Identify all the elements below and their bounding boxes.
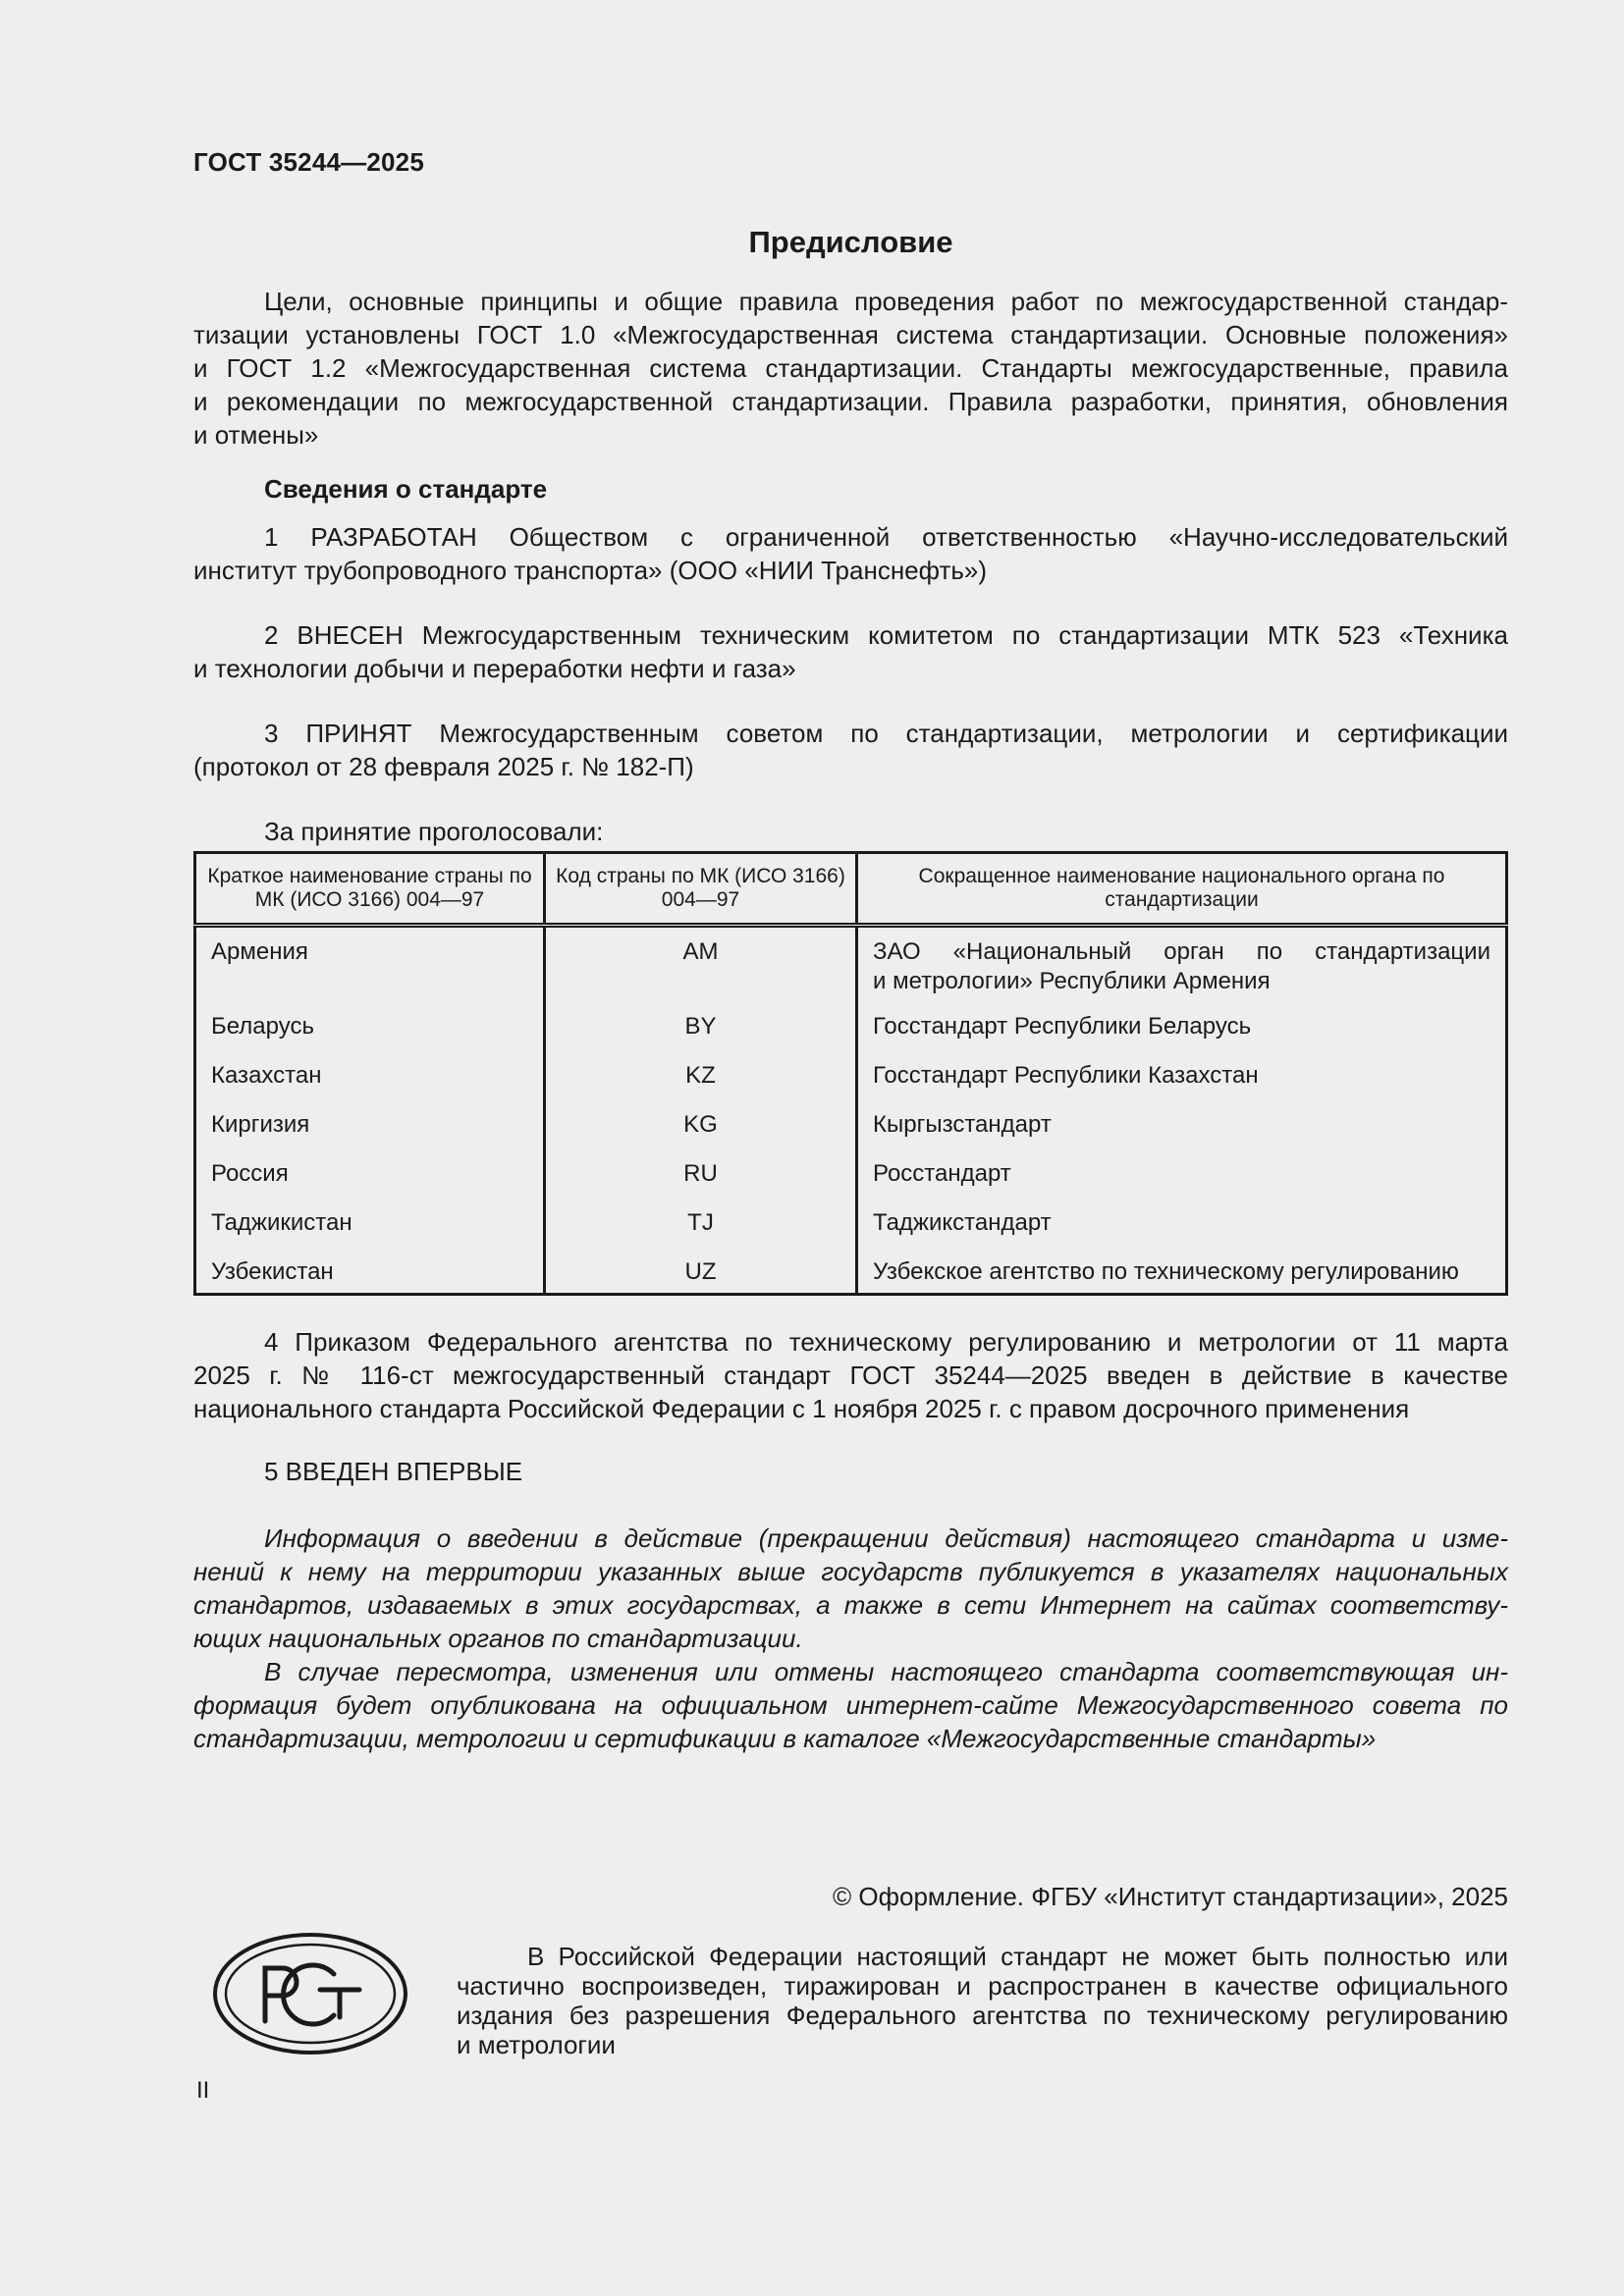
- cell-body: Госстандарт Республики Казахстан: [857, 1061, 1507, 1110]
- voting-table: [193, 851, 1508, 1296]
- gost-r-logo: [212, 1931, 408, 2056]
- intro-line: и рекомендации по межгосударственной стандартизации. Правила разработки, принятия, обновления: [193, 387, 1508, 416]
- header-national-body: Сокращенное наименование национального органа по стандартизации: [857, 853, 1507, 926]
- cell-body: Росстандарт: [857, 1159, 1507, 1208]
- rights-line: В Российской Федерации настоящий стандарт не может быть полностью или: [527, 1942, 1508, 1971]
- intro-line: тизации установлены ГОСТ 1.0 «Межгосударственная система стандартизации. Основные положения»: [193, 320, 1508, 349]
- notice-line: формация будет опубликована на официальном интернет-сайте Межгосударственного совета по: [193, 1690, 1508, 1720]
- cell-country: Россия: [211, 1160, 289, 1187]
- item-4: [193, 1325, 1508, 1425]
- table-row: [195, 1110, 1507, 1159]
- item-4-line: 4 Приказом Федерального агентства по техническому регулированию и метрологии от 11 марта: [264, 1327, 1508, 1357]
- notice-line: В случае пересмотра, изменения или отмены настоящего стандарта соответствующая ин-: [264, 1657, 1508, 1686]
- cell-code: AM: [545, 926, 857, 1013]
- header-country-code: Код страны по МК (ИСО 3166) 004—97: [545, 853, 857, 926]
- rights-notice: [457, 1942, 1508, 2059]
- notice-line: стандартов, издаваемых в этих государствах, а также в сети Интернет на сайтах соответству-: [193, 1590, 1508, 1620]
- item-3-line: 3 ПРИНЯТ Межгосударственным советом по стандартизации, метрологии и сертификации: [264, 719, 1508, 748]
- table-row: [195, 1159, 1507, 1208]
- votes-label: За принятие проголосовали:: [264, 817, 604, 846]
- header-country-name: Краткое наименование страны по МК (ИСО 3166) 004—97: [195, 853, 545, 926]
- cell-country: Армения: [211, 938, 308, 965]
- cell-code: RU: [545, 1159, 857, 1208]
- cell-code: TJ: [545, 1208, 857, 1257]
- table-row: [195, 1061, 1507, 1110]
- logo-text: РСТ: [310, 2000, 312, 2001]
- page-title: Предисловие: [748, 225, 953, 259]
- notice-publication: [193, 1522, 1508, 1655]
- item-4-line: национального стандарта Российской Федерации с 1 ноября 2025 г. с правом досрочного применения: [193, 1394, 1410, 1423]
- item-1-line: институт трубопроводного транспорта» (ООО «НИИ Транснефть»): [193, 556, 988, 585]
- info-heading: Сведения о стандарте: [264, 474, 548, 504]
- cell-code: BY: [545, 1012, 857, 1061]
- cell-country: Узбекистан: [211, 1258, 334, 1285]
- item-2-line: 2 ВНЕСЕН Межгосударственным техническим комитетом по стандартизации МТК 523 «Техника: [264, 620, 1508, 650]
- cell-body: Таджикстандарт: [857, 1208, 1507, 1257]
- cell-body: Узбекское агентство по техническому регулированию: [857, 1257, 1507, 1295]
- rights-line: и метрологии: [457, 2030, 616, 2059]
- notice-revision: [193, 1655, 1508, 1755]
- document-code: ГОСТ 35244—2025: [193, 147, 424, 177]
- rights-line: издания без разрешения Федерального агентства по техническому регулированию: [457, 2001, 1508, 2030]
- intro-line: и ГОСТ 1.2 «Межгосударственная система стандартизации. Стандарты межгосударственные, правила: [193, 353, 1508, 383]
- table-header-row: [195, 853, 1507, 926]
- cell-code: KZ: [545, 1061, 857, 1110]
- intro-line: Цели, основные принципы и общие правила проведения работ по межгосударственной стандар-: [264, 287, 1508, 316]
- intro-line: и отмены»: [193, 420, 319, 450]
- cell-code: KG: [545, 1110, 857, 1159]
- notice-line: нений к нему на территории указанных выше государств публикуется в указателях национальных: [193, 1557, 1508, 1586]
- table-row: [195, 1208, 1507, 1257]
- table-row: [195, 1257, 1507, 1295]
- item-4-line: 2025 г. № 116-ст межгосударственный стандарт ГОСТ 35244—2025 введен в действие в качестве: [193, 1361, 1508, 1390]
- item-3: [193, 717, 1508, 783]
- notice-line: ющих национальных органов по стандартизации.: [193, 1624, 803, 1653]
- cell-code: UZ: [545, 1257, 857, 1295]
- item-3-line: (протокол от 28 февраля 2025 г. № 182-П): [193, 752, 694, 781]
- cell-country: Казахстан: [211, 1062, 322, 1089]
- intro-paragraph: [193, 285, 1508, 452]
- item-2-line: и технологии добычи и переработки нефти и газа»: [193, 654, 796, 683]
- item-2: [193, 618, 1508, 685]
- cell-country: Киргизия: [211, 1111, 310, 1138]
- item-5: 5 ВВЕДЕН ВПЕРВЫЕ: [264, 1457, 523, 1486]
- page-number: II: [196, 2077, 210, 2104]
- copyright: © Оформление. ФГБУ «Институт стандартизации», 2025: [833, 1882, 1508, 1911]
- item-1: [193, 520, 1508, 587]
- table-row: [195, 926, 1507, 1013]
- notice-line: Информация о введении в действие (прекращении действия) настоящего стандарта и изме-: [264, 1523, 1508, 1553]
- item-1-line: 1 РАЗРАБОТАН Обществом с ограниченной ответственностью «Научно-исследовательский: [264, 522, 1508, 552]
- cell-country: Беларусь: [211, 1013, 314, 1040]
- table-row: [195, 1012, 1507, 1061]
- cell-country: Таджикистан: [211, 1209, 352, 1236]
- rights-line: частично воспроизведен, тиражирован и распространен в качестве официального: [457, 1971, 1508, 2001]
- cell-body: ЗАО «Национальный орган по стандартизации и метрологии» Республики Армения: [857, 926, 1507, 1013]
- notice-line: стандартизации, метрологии и сертификации в каталоге «Межгосударственные стандарты»: [193, 1724, 1377, 1753]
- cell-body: Кыргызстандарт: [857, 1110, 1507, 1159]
- cell-body: Госстандарт Республики Беларусь: [857, 1012, 1507, 1061]
